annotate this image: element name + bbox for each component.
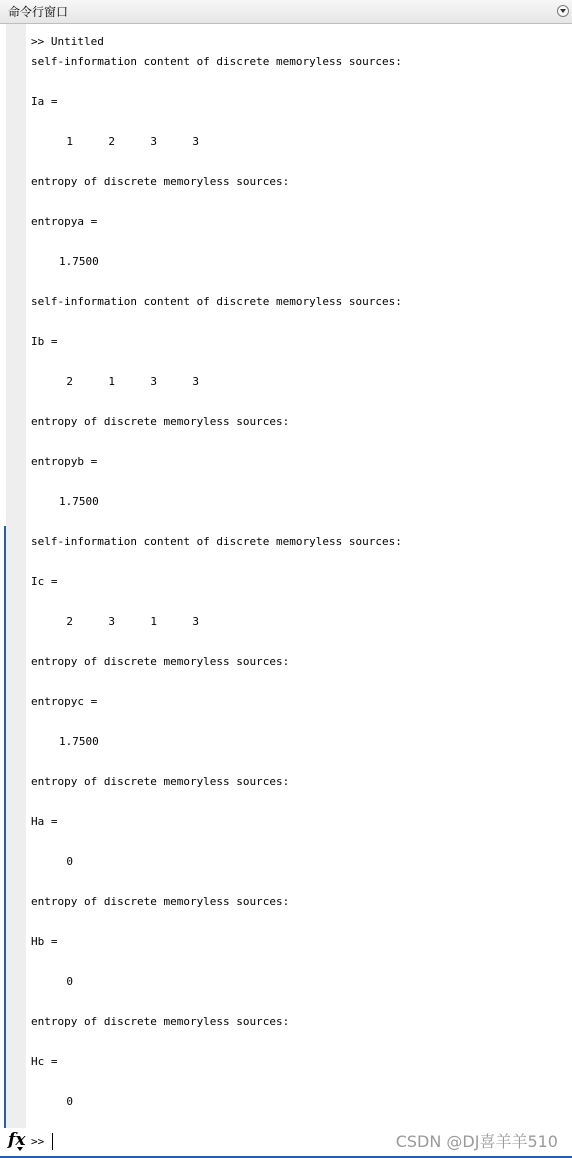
value-row [31,132,567,152]
output-heading: entropy of discrete memoryless sources: [31,415,290,428]
command-echo: >> Untitled [31,35,104,48]
value-row [31,852,567,872]
value-cell: 1.7500 [59,735,99,748]
value-row [31,492,567,512]
blank-line [31,232,567,252]
blank-line [31,312,567,332]
text-cursor[interactable] [52,1133,53,1150]
variable-name: Hb = [31,935,58,948]
value-row [31,972,567,992]
value-row [31,372,567,392]
blank-line [31,592,567,612]
value-cell: 1 [108,375,115,388]
chevron-down-icon[interactable] [557,5,569,17]
value-cell: 0 [66,975,73,988]
output-heading: entropy of discrete memoryless sources: [31,775,290,788]
variable-name: Ha = [31,815,58,828]
command-output [31,32,567,1132]
blank-line [31,992,567,1012]
variable-name: entropya = [31,215,98,228]
output-heading: self-information content of discrete memoryless sources: [31,295,402,308]
value-cell: 0 [66,1095,73,1108]
blank-line [31,512,567,532]
value-row [31,612,567,632]
value-cell: 3 [108,615,115,628]
watermark: CSDN @DJ喜羊羊510 [395,1132,558,1151]
value-cell: 2 [66,615,73,628]
value-row [31,732,567,752]
output-heading: self-information content of discrete memoryless sources: [31,535,402,548]
value-cell: 3 [150,375,157,388]
blank-line [31,152,567,172]
value-cell: 2 [108,135,115,148]
variable-name: Ia = [31,95,58,108]
blank-line [31,632,567,652]
chevron-down-glyph [560,9,566,14]
blank-line [31,552,567,572]
caret-down-icon [17,1147,23,1151]
blank-line [31,72,567,92]
output-heading: entropy of discrete memoryless sources: [31,1015,290,1028]
blank-line [31,672,567,692]
blank-line [31,432,567,452]
value-cell: 2 [66,375,73,388]
value-cell: 1 [150,615,157,628]
variable-name: Ic = [31,575,58,588]
blank-line [31,472,567,492]
window-title: 命令行窗口 [8,5,69,19]
value-cell: 0 [66,855,73,868]
line-margin [6,24,26,1130]
variable-name: entropyc = [31,695,98,708]
variable-name: entropyb = [31,455,98,468]
blank-line [31,392,567,412]
output-heading: entropy of discrete memoryless sources: [31,655,290,668]
blank-line [31,752,567,772]
blank-line [31,792,567,812]
function-browser-icon[interactable]: fx [8,1130,26,1150]
blank-line [31,952,567,972]
blank-line [31,112,567,132]
output-heading: self-information content of discrete memoryless sources: [31,55,402,68]
command-prompt: >> [31,1135,45,1148]
variable-name: Ib = [31,335,58,348]
blank-line [31,912,567,932]
value-row [31,1092,567,1112]
value-cell: 3 [192,375,199,388]
value-cell: 3 [192,135,199,148]
blank-line [31,872,567,892]
output-heading: entropy of discrete memoryless sources: [31,895,290,908]
command-window-titlebar [0,0,572,24]
value-cell: 1 [66,135,73,148]
value-cell: 1.7500 [59,255,99,268]
value-row [31,252,567,272]
blank-line [31,1072,567,1092]
value-cell: 1.7500 [59,495,99,508]
blank-line [31,712,567,732]
blank-line [31,192,567,212]
blank-line [31,272,567,292]
blank-line [31,1032,567,1052]
value-cell: 3 [150,135,157,148]
value-cell: 3 [192,615,199,628]
variable-name: Hc = [31,1055,58,1068]
blank-line [31,832,567,852]
output-heading: entropy of discrete memoryless sources: [31,175,290,188]
blank-line [31,352,567,372]
